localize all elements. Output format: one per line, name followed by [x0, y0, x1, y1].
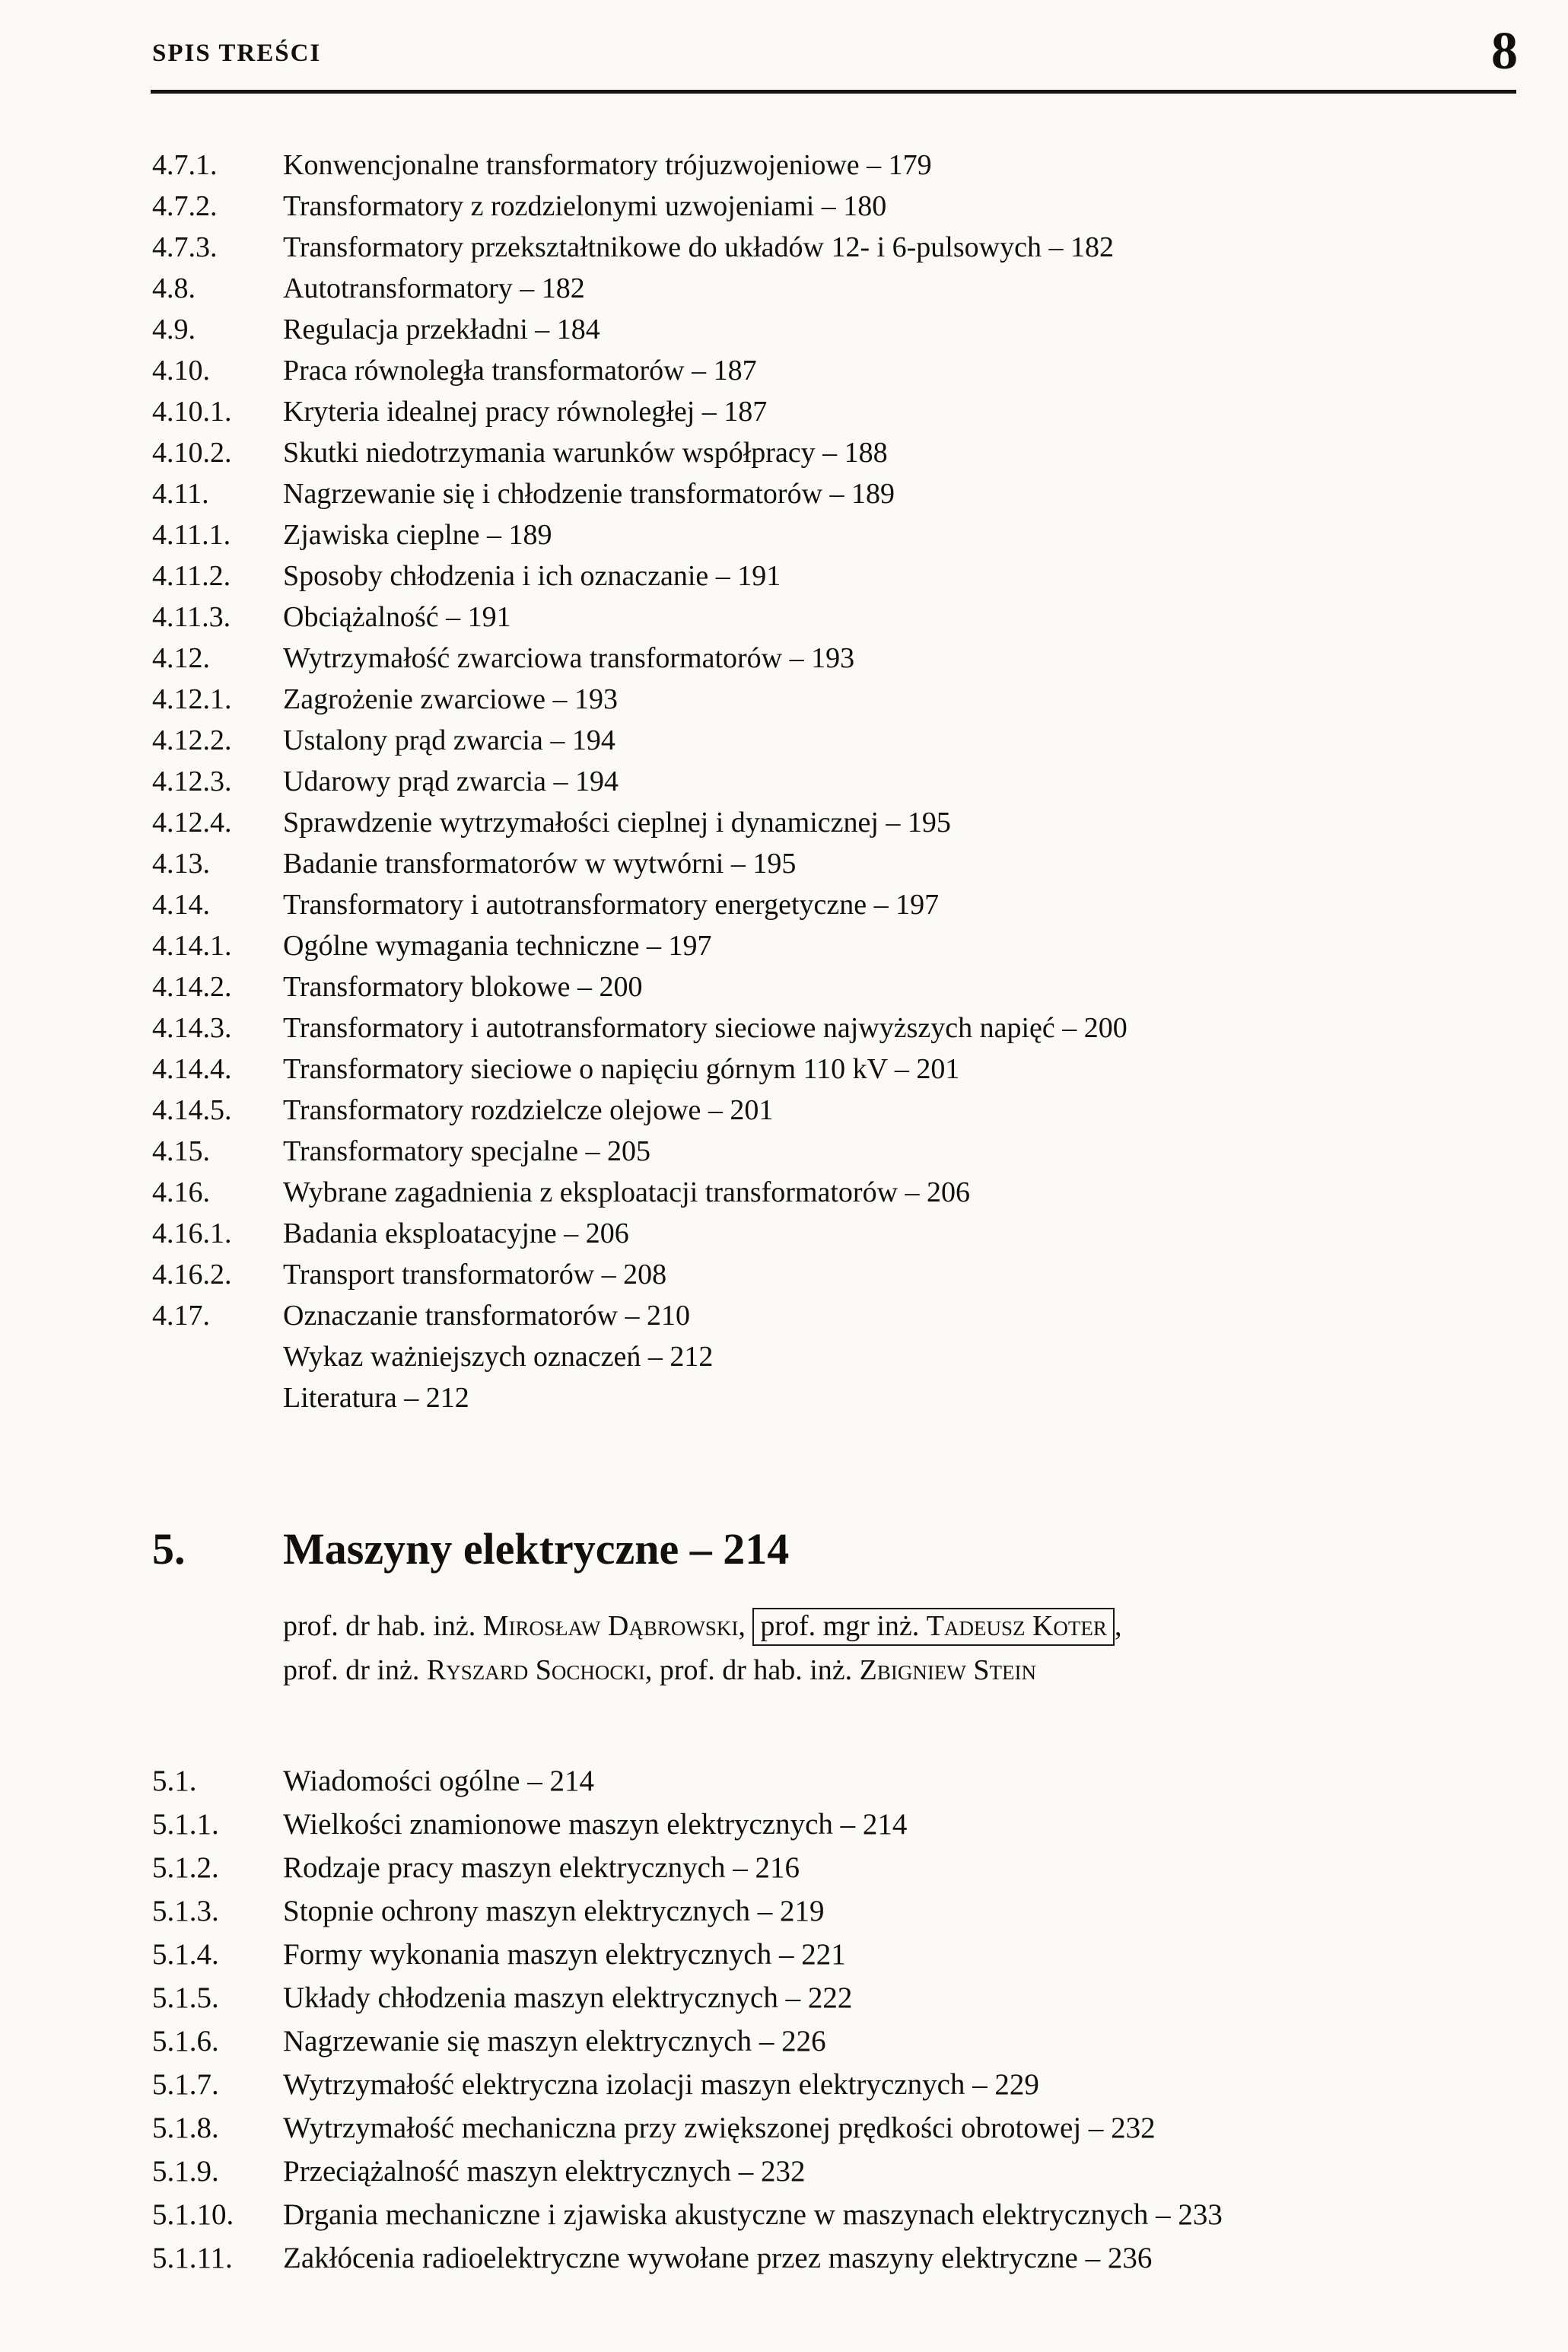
toc-list-chapter4	[152, 145, 1484, 1418]
toc-entry-number: 4.14.2.	[152, 971, 232, 1003]
toc-entry	[152, 514, 1484, 555]
toc-entry	[152, 2150, 1484, 2193]
toc-entry	[152, 761, 1484, 802]
toc-entry-title: Praca równoległa transformatorów – 187	[283, 355, 757, 387]
toc-entry	[152, 227, 1484, 268]
toc-entry	[152, 638, 1484, 679]
toc-entry	[152, 843, 1484, 884]
toc-entry-title: Nagrzewanie się i chłodzenie transformatorów – 189	[283, 478, 895, 510]
toc-entry-title: Transport transformatorów – 208	[283, 1259, 667, 1291]
toc-entry-title: Wytrzymałość mechaniczna przy zwiększonej prędkości obrotowej – 232	[283, 2112, 1156, 2144]
toc-entry-title: Oznaczanie transformatorów – 210	[283, 1300, 690, 1332]
toc-entry	[152, 391, 1484, 432]
toc-entry-number: 5.1.10.	[152, 2198, 234, 2231]
toc-entry	[152, 1889, 1484, 1933]
toc-entry	[152, 268, 1484, 309]
toc-entry	[152, 679, 1484, 720]
toc-entry-number: 4.14.1.	[152, 930, 232, 962]
author-degree-text: prof. mgr inż.	[760, 1610, 927, 1642]
toc-entry	[152, 186, 1484, 227]
toc-entry	[152, 1976, 1484, 2019]
toc-entry-title: Ustalony prąd zwarcia – 194	[283, 724, 615, 756]
chapter5-number: 5.	[152, 1524, 186, 1574]
toc-entry-title: Skutki niedotrzymania warunków współpracy – 188	[283, 437, 888, 469]
header-rule	[151, 90, 1516, 94]
toc-entry-title: Sposoby chłodzenia i ich oznaczanie – 191	[283, 560, 781, 592]
toc-entry	[152, 597, 1484, 638]
toc-entry	[152, 2019, 1484, 2063]
toc-entry	[152, 925, 1484, 966]
toc-entry-number: 5.1.7.	[152, 2068, 219, 2101]
toc-entry-number: 4.7.3.	[152, 231, 218, 263]
toc-entry-number: 5.1.1.	[152, 1808, 219, 1841]
toc-entry-number: 5.1.9.	[152, 2155, 219, 2188]
toc-entry-title: Zjawiska cieplne – 189	[283, 519, 552, 551]
toc-entry	[152, 1007, 1484, 1049]
toc-entry-title: Zakłócenia radioelektryczne wywołane przez maszyny elektryczne – 236	[283, 2242, 1153, 2274]
toc-entry-number: 4.7.2.	[152, 190, 218, 222]
toc-entry	[152, 720, 1484, 761]
author-degree-text: ,	[1114, 1610, 1122, 1642]
toc-entry-number: 4.10.1.	[152, 396, 232, 428]
toc-entry-number: 4.12.3.	[152, 765, 232, 797]
toc-entry-number: 5.1.11.	[152, 2242, 233, 2274]
toc-entry	[152, 1254, 1484, 1295]
toc-entry	[152, 802, 1484, 843]
toc-entry-title: Transformatory rozdzielcze olejowe – 201	[283, 1094, 774, 1126]
toc-entry	[152, 1759, 1484, 1803]
toc-entry	[152, 2106, 1484, 2150]
toc-entry-number: 4.7.1.	[152, 149, 218, 181]
toc-entry-title: Wybrane zagadnienia z eksploatacji transformatorów – 206	[283, 1176, 971, 1208]
toc-entry	[152, 2063, 1484, 2106]
toc-entry-title: Transformatory i autotransformatory energetyczne – 197	[283, 889, 940, 921]
toc-entry-number: 5.1.4.	[152, 1938, 219, 1971]
author-degree-text: prof. dr inż.	[283, 1654, 427, 1686]
toc-entry-title: Autotransformatory – 182	[283, 272, 585, 304]
toc-entry-number: 4.14.3.	[152, 1012, 232, 1044]
toc-entry	[152, 309, 1484, 350]
toc-entry-number: 4.9.	[152, 313, 196, 345]
toc-entry-number	[152, 1377, 283, 1418]
toc-entry-number: 4.11.3.	[152, 601, 231, 633]
toc-entry-number: 4.12.4.	[152, 807, 232, 839]
toc-entry-number: 5.1.2.	[152, 1851, 219, 1884]
toc-entry	[152, 432, 1484, 473]
toc-entry-number: 4.14.4.	[152, 1053, 232, 1085]
toc-entry-number: 4.8.	[152, 272, 196, 304]
toc-entry-title: Literatura – 212	[283, 1382, 469, 1414]
toc-entry-number: 4.13.	[152, 848, 210, 880]
toc-entry-title: Konwencjonalne transformatory trójuzwojeniowe – 179	[283, 149, 932, 181]
toc-entry	[152, 1049, 1484, 1090]
page-number: 8	[1491, 22, 1518, 81]
toc-entry-number: 5.1.8.	[152, 2112, 219, 2144]
toc-entry-number: 5.1.6.	[152, 2025, 219, 2058]
toc-entry-title: Drgania mechaniczne i zjawiska akustyczne w maszynach elektrycznych – 233	[283, 2198, 1223, 2231]
toc-entry-title: Stopnie ochrony maszyn elektrycznych – 219	[283, 1895, 825, 1927]
boxed-author-name	[752, 1608, 1115, 1646]
toc-entry-title: Wykaz ważniejszych oznaczeń – 212	[283, 1341, 714, 1373]
toc-entry-title: Zagrożenie zwarciowe – 193	[283, 683, 618, 715]
toc-entry-title: Formy wykonania maszyn elektrycznych – 221	[283, 1938, 846, 1971]
toc-entry	[152, 555, 1484, 597]
toc-entry-number: 4.12.1.	[152, 683, 232, 715]
toc-entry	[152, 350, 1484, 391]
author-name: Mirosław Dąbrowski	[482, 1610, 739, 1642]
toc-entry-number: 4.16.	[152, 1176, 210, 1208]
author-degree-text: prof. dr hab. inż.	[283, 1610, 483, 1642]
toc-entry	[152, 1131, 1484, 1172]
toc-entry	[152, 966, 1484, 1007]
toc-entry-number: 4.12.	[152, 642, 210, 674]
toc-entry-title: Rodzaje pracy maszyn elektrycznych – 216	[283, 1851, 800, 1884]
toc-entry	[152, 1933, 1484, 1976]
toc-entry-number: 4.15.	[152, 1135, 210, 1167]
toc-entry-title: Udarowy prąd zwarcia – 194	[283, 765, 619, 797]
toc-entry-number: 4.17.	[152, 1300, 210, 1332]
chapter5-title: Maszyny elektryczne – 214	[283, 1524, 790, 1574]
toc-entry-number: 5.1.	[152, 1765, 197, 1797]
author-name: Zbigniew Stein	[859, 1654, 1036, 1686]
toc-entry-number: 4.16.2.	[152, 1259, 232, 1291]
toc-entry	[152, 884, 1484, 925]
toc-entry-number: 4.10.	[152, 355, 210, 387]
toc-entry-title: Transformatory specjalne – 205	[283, 1135, 650, 1167]
toc-entry-title: Kryteria idealnej pracy równoległej – 187	[283, 396, 768, 428]
toc-entry-title: Badania eksploatacyjne – 206	[283, 1217, 629, 1249]
toc-entry	[152, 1213, 1484, 1254]
authors-line	[283, 1648, 1484, 1692]
toc-entry-title: Obciążalność – 191	[283, 601, 511, 633]
toc-entry-number: 4.11.1.	[152, 519, 231, 551]
authors-line	[283, 1604, 1484, 1648]
author-degree-text: , prof. dr hab. inż.	[644, 1654, 860, 1686]
toc-entry-title: Transformatory i autotransformatory sieciowe najwyższych napięć – 200	[283, 1012, 1127, 1044]
chapter5-authors	[283, 1604, 1484, 1692]
toc-entry-title: Regulacja przekładni – 184	[283, 313, 600, 345]
toc-entry-title: Transformatory blokowe – 200	[283, 971, 643, 1003]
toc-entry-title: Sprawdzenie wytrzymałości cieplnej i dynamicznej – 195	[283, 807, 951, 839]
toc-entry-number: 4.11.2.	[152, 560, 231, 592]
toc-entry	[152, 1172, 1484, 1213]
chapter5-heading	[152, 1523, 1484, 1574]
toc-entry-title: Wiadomości ogólne – 214	[283, 1765, 594, 1797]
toc-entry-title: Transformatory z rozdzielonymi uzwojeniami – 180	[283, 190, 887, 222]
toc-entry	[152, 1846, 1484, 1889]
toc-entry	[152, 1377, 1484, 1418]
toc-entry	[152, 1090, 1484, 1131]
toc-entry-title: Transformatory przekształtnikowe do układów 12- i 6-pulsowych – 182	[283, 231, 1114, 263]
toc-entry-number: 4.14.5.	[152, 1094, 232, 1126]
toc-entry-title: Układy chłodzenia maszyn elektrycznych – 222	[283, 1981, 853, 2014]
toc-entry	[152, 2236, 1484, 2280]
toc-entry-number	[152, 1336, 283, 1377]
toc-entry	[152, 1295, 1484, 1336]
toc-entry-number: 4.11.	[152, 478, 209, 510]
toc-entry-title: Przeciążalność maszyn elektrycznych – 232	[283, 2155, 806, 2188]
toc-entry	[152, 1803, 1484, 1846]
author-name: Tadeusz Koter	[926, 1610, 1107, 1642]
author-degree-text: ,	[738, 1610, 753, 1642]
toc-entry-number: 4.10.2.	[152, 437, 232, 469]
toc-entry-number: 4.16.1.	[152, 1217, 232, 1249]
toc-entry-number: 4.12.2.	[152, 724, 232, 756]
toc-entry-title: Badanie transformatorów w wytwórni – 195	[283, 848, 797, 880]
toc-entry	[152, 1336, 1484, 1377]
toc-entry-title: Ogólne wymagania techniczne – 197	[283, 930, 712, 962]
toc-entry	[152, 145, 1484, 186]
toc-entry-number: 4.14.	[152, 889, 210, 921]
toc-entry-title: Wytrzymałość elektryczna izolacji maszyn elektrycznych – 229	[283, 2068, 1039, 2101]
toc-entry	[152, 473, 1484, 514]
author-name: Ryszard Sochocki	[426, 1654, 645, 1686]
toc-entry-title: Nagrzewanie się maszyn elektrycznych – 226	[283, 2025, 826, 2058]
toc-entry-number: 5.1.5.	[152, 1981, 219, 2014]
toc-entry-title: Transformatory sieciowe o napięciu górnym 110 kV – 201	[283, 1053, 960, 1085]
page-header-title: SPIS TREŚCI	[152, 40, 322, 67]
toc-list-chapter5	[152, 1759, 1484, 2280]
toc-entry-number: 5.1.3.	[152, 1895, 219, 1927]
toc-entry-title: Wytrzymałość zwarciowa transformatorów – 193	[283, 642, 855, 674]
toc-entry-title: Wielkości znamionowe maszyn elektrycznych – 214	[283, 1808, 908, 1841]
toc-entry	[152, 2193, 1484, 2236]
